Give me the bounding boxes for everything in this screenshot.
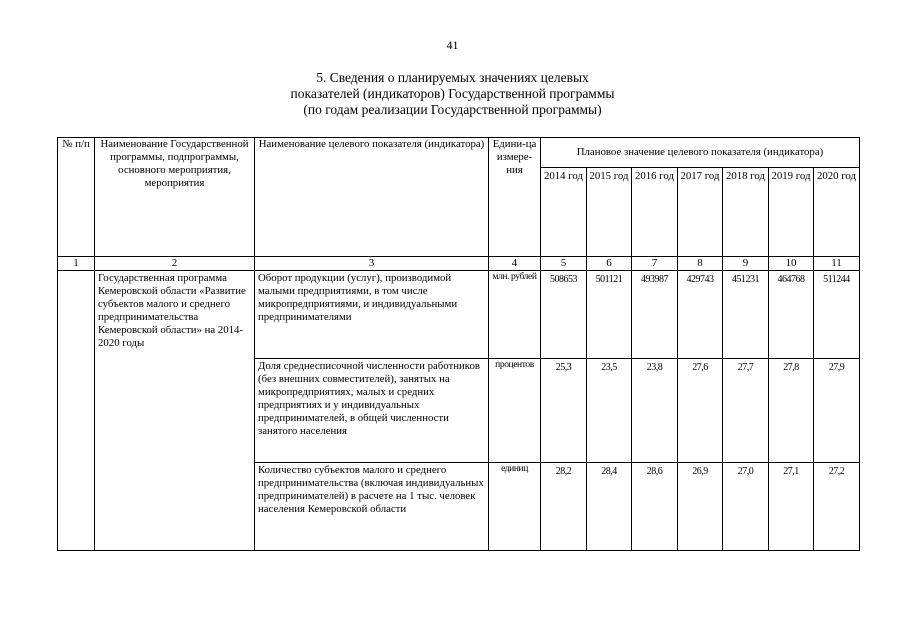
index-cell: 9 [723, 257, 769, 271]
index-cell: 6 [587, 257, 632, 271]
index-cell: 1 [58, 257, 95, 271]
value-cell: 508653 [541, 271, 587, 359]
value-cell: 501121 [587, 271, 632, 359]
unit-cell: процентов [489, 359, 541, 463]
value-cell: 27,6 [678, 359, 723, 463]
index-cell: 2 [95, 257, 255, 271]
value-cell: 27,7 [723, 359, 769, 463]
title-line-3: (по годам реализации Государственной программы) [303, 102, 602, 117]
value-cell: 25,3 [541, 359, 587, 463]
header-year: 2014 год [541, 168, 587, 257]
index-cell: 4 [489, 257, 541, 271]
index-cell: 11 [814, 257, 860, 271]
header-year: 2018 год [723, 168, 769, 257]
value-cell: 27,9 [814, 359, 860, 463]
value-cell: 28,4 [587, 463, 632, 551]
header-unit: Едини-ца измере-ния [489, 138, 541, 257]
index-cell: 10 [769, 257, 814, 271]
value-cell: 493987 [632, 271, 678, 359]
value-cell: 511244 [814, 271, 860, 359]
value-cell: 27,1 [769, 463, 814, 551]
value-cell: 28,6 [632, 463, 678, 551]
header-year: 2016 год [632, 168, 678, 257]
value-cell: 23,5 [587, 359, 632, 463]
title-line-2: показателей (индикаторов) Государственной программы [290, 86, 615, 101]
program-name: Государственная программа Кемеровской области «Развитие субъектов малого и среднего предпринимательства Кемеровской области» на 2014-2020 годы [95, 271, 255, 551]
index-cell: 8 [678, 257, 723, 271]
value-cell: 27,0 [723, 463, 769, 551]
header-year: 2019 год [769, 168, 814, 257]
section-title [150, 70, 755, 118]
header-program: Наименование Государственной программы, подпрограммы, основного мероприятия, мероприятия [95, 138, 255, 257]
value-cell: 27,8 [769, 359, 814, 463]
page-number: 41 [446, 38, 459, 52]
unit-cell: млн. рублей [489, 271, 541, 359]
table-row [58, 271, 860, 359]
header-year: 2015 год [587, 168, 632, 257]
header-year: 2020 год [814, 168, 860, 257]
value-cell: 451231 [723, 271, 769, 359]
header-plan: Плановое значение целевого показателя (индикатора) [541, 138, 860, 168]
header-year: 2017 год [678, 168, 723, 257]
indicator-name: Доля среднесписочной численности работников (без внешних совместителей), занятых на микропредприятиях, малых и средних предприятиях и у индивидуальных предпринимателей, в общей численности занятого населения [255, 359, 489, 463]
header-num: № п/п [58, 138, 95, 257]
value-cell: 464768 [769, 271, 814, 359]
indicator-name: Оборот продукции (услуг), производимой малыми предприятиями, в том числе микропредприятиями, и индивидуальными предпринимателями [255, 271, 489, 359]
header-indicator: Наименование целевого показателя (индикатора) [255, 138, 489, 257]
indicator-name: Количество субъектов малого и среднего предпринимательства (включая индивидуальных предпринимателей) в расчете на 1 тыс. человек населения Кемеровской области [255, 463, 489, 551]
indicators-table [57, 137, 860, 551]
index-cell: 3 [255, 257, 489, 271]
row-number-cell [58, 271, 95, 551]
value-cell: 28,2 [541, 463, 587, 551]
index-cell: 5 [541, 257, 587, 271]
value-cell: 23,8 [632, 359, 678, 463]
column-index-row [58, 257, 860, 271]
unit-cell: единиц [489, 463, 541, 551]
value-cell: 26,9 [678, 463, 723, 551]
value-cell: 429743 [678, 271, 723, 359]
index-cell: 7 [632, 257, 678, 271]
value-cell: 27,2 [814, 463, 860, 551]
title-line-1: 5. Сведения о планируемых значениях целевых [316, 70, 589, 85]
